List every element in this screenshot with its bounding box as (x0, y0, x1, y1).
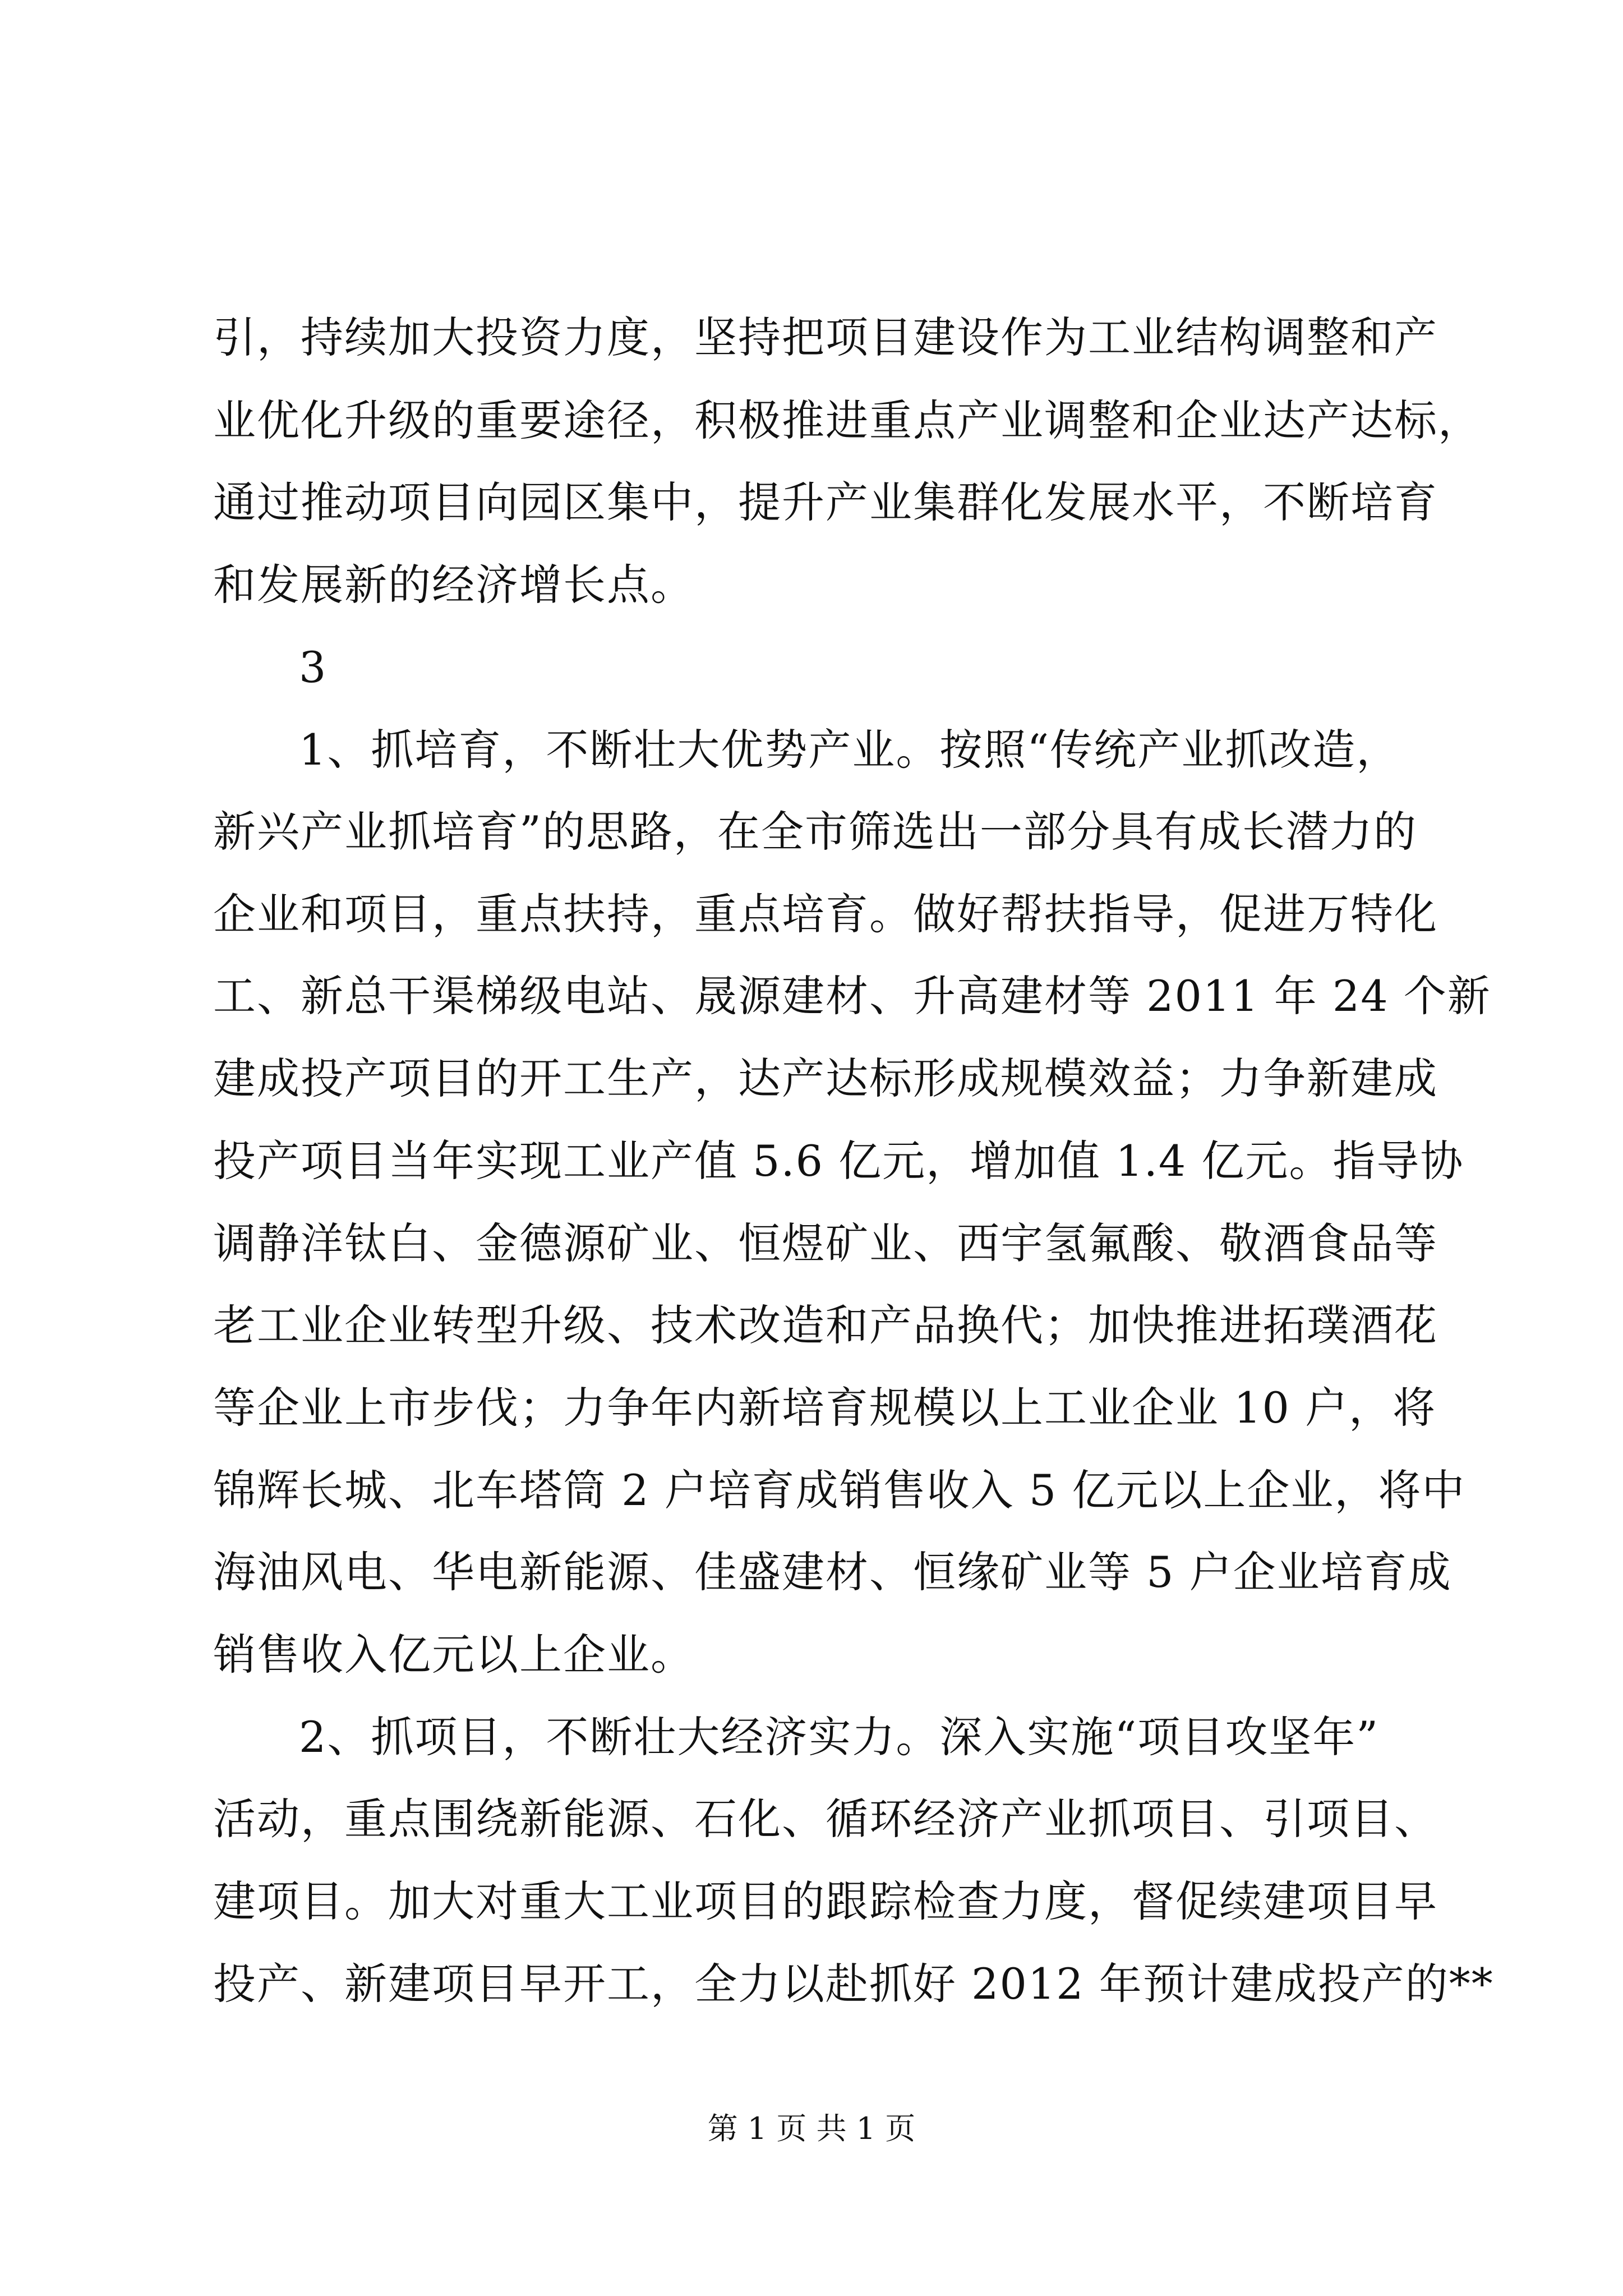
page-footer: 第 1 页 共 1 页 (707, 2111, 916, 2146)
text-line: 活动，重点围绕新能源、石化、循环经济产业抓项目、引项目、 (213, 1794, 1438, 1844)
text-line: 企业和项目，重点扶持，重点培育。做好帮扶指导，促进万特化 (213, 889, 1438, 939)
text-line: 新兴产业抓培育”的思路，在全市筛选出一部分具有成长潜力的 (213, 807, 1417, 857)
text-line: 投产项目当年实现工业产值 5.6 亿元，增加值 1.4 亿元。指导协 (213, 1136, 1464, 1186)
paragraph-heading-line: 1、抓培育，不断壮大优势产业。按照“传统产业抓改造， (299, 725, 1400, 775)
text-line: 锦辉长城、北车塔筒 2 户培育成销售收入 5 亿元以上企业，将中 (213, 1465, 1466, 1515)
text-line: 调静洋钛白、金德源矿业、恒煜矿业、西宇氢氟酸、敬酒食品等 (213, 1218, 1438, 1268)
text-line: 业优化升级的重要途径，积极推进重点产业调整和企业达产达标， (213, 395, 1482, 445)
text-line: 引，持续加大投资力度，坚持把项目建设作为工业结构调整和产 (213, 312, 1438, 362)
text-line: 建项目。加大对重大工业项目的跟踪检查力度，督促续建项目早 (213, 1876, 1438, 1926)
section-number: 3 (299, 642, 328, 692)
text-line: 等企业上市步伐；力争年内新培育规模以上工业企业 10 户，将 (213, 1383, 1437, 1433)
text-line: 海油风电、华电新能源、佳盛建材、恒缘矿业等 5 户企业培育成 (213, 1547, 1452, 1597)
text-line: 建成投产项目的开工生产，达产达标形成规模效益；力争新建成 (213, 1053, 1438, 1103)
text-line: 投产、新建项目早开工，全力以赴抓好 2012 年预计建成投产的** (213, 1959, 1494, 2009)
text-line: 和发展新的经济增长点。 (213, 560, 694, 610)
paragraph-heading-line: 2、抓项目，不断壮大经济实力。深入实施“项目攻坚年” (299, 1712, 1380, 1762)
text-line: 通过推动项目向园区集中，提升产业集群化发展水平，不断培育 (213, 477, 1438, 527)
text-line: 老工业企业转型升级、技术改造和产品换代；加快推进拓璞酒花 (213, 1300, 1438, 1350)
text-line: 工、新总干渠梯级电站、晟源建材、升高建材等 2011 年 24 个新 (213, 971, 1491, 1021)
text-line: 销售收入亿元以上企业。 (213, 1630, 694, 1680)
